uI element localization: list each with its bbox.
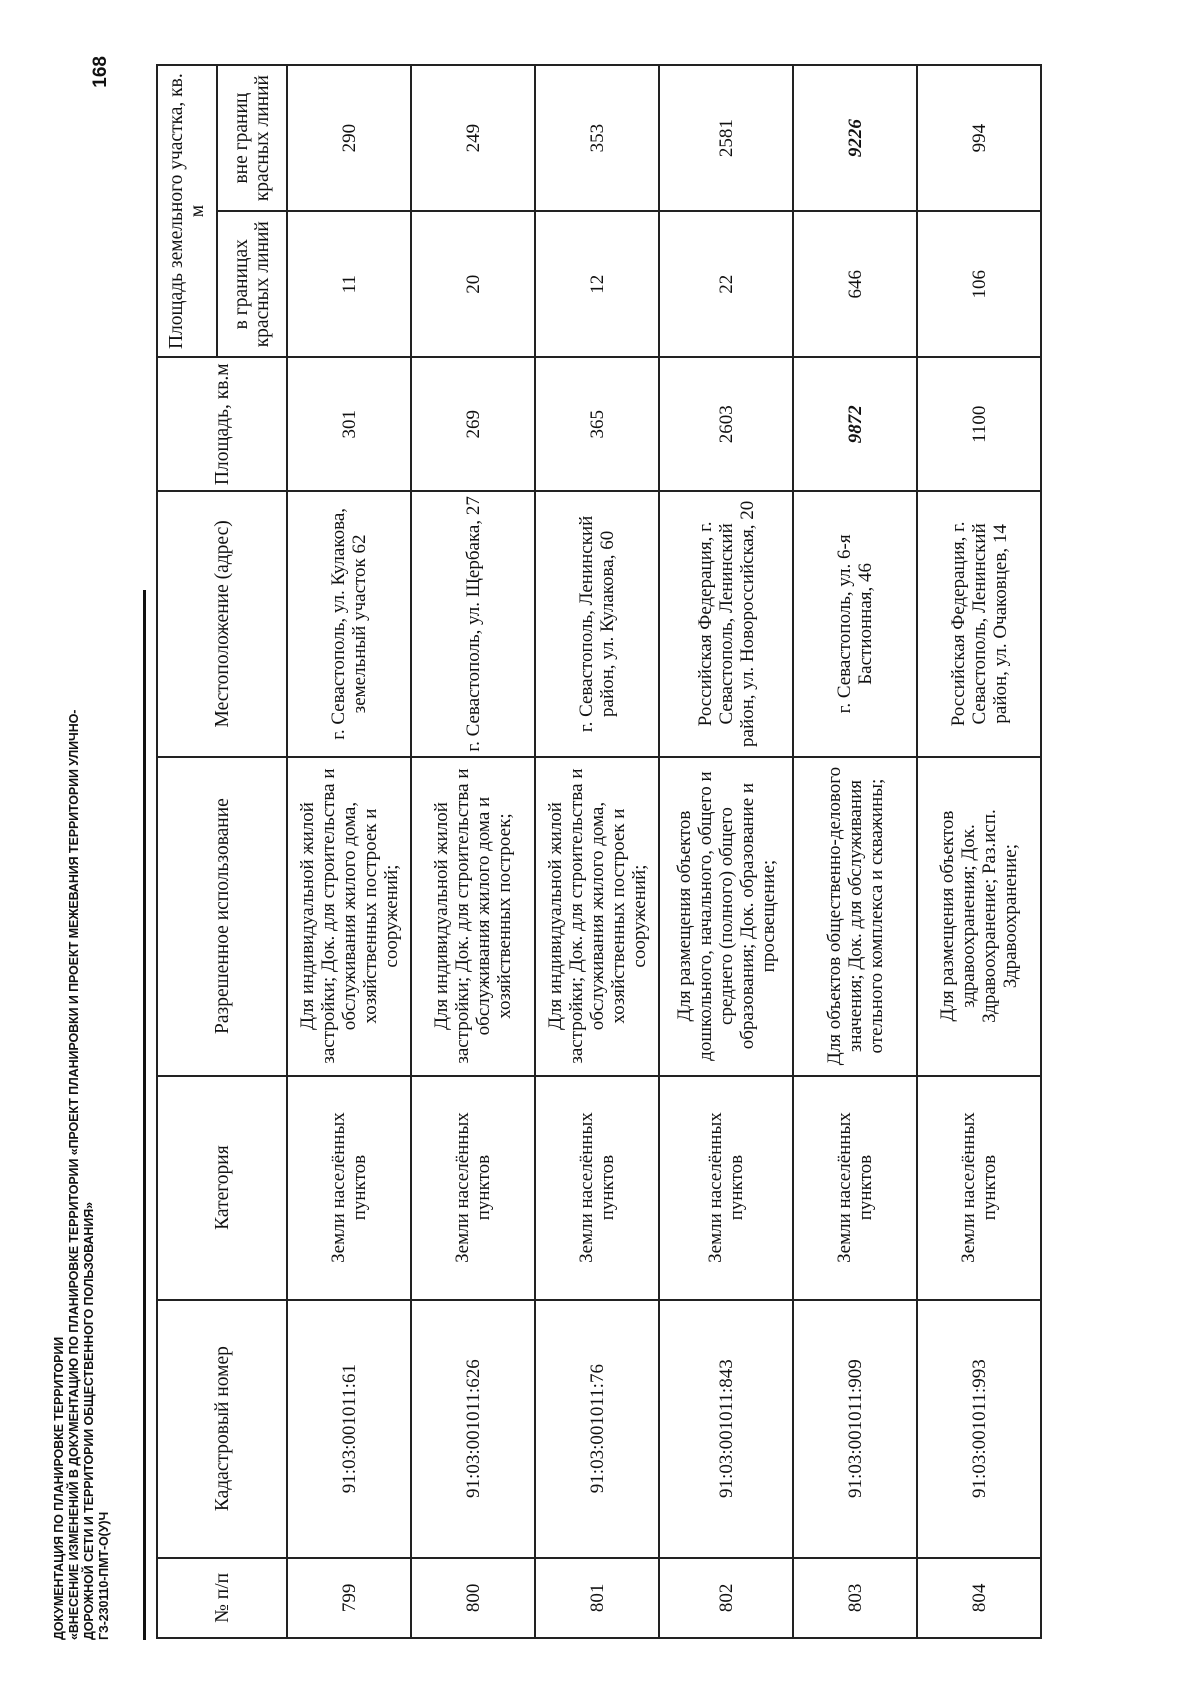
- cell-cadastral: 91:03:001011:993: [917, 1300, 1041, 1558]
- header-within-red-lines: в границах красных линий: [217, 211, 287, 357]
- cell-usage: Для индивидуальной жилой застройки; Док. для строительства и обслуживания жилого дома, хозяйственных построек и сооружений;: [287, 757, 411, 1076]
- table-row: [287, 65, 411, 1638]
- cell-area: 269: [411, 357, 535, 491]
- cell-category: Земли населённых пунктов: [411, 1076, 535, 1300]
- table-row: [793, 65, 917, 1638]
- cell-category: Земли населённых пунктов: [287, 1076, 411, 1300]
- cell-category: Земли населённых пунктов: [793, 1076, 917, 1300]
- header-area: Площадь, кв.м: [157, 357, 287, 491]
- table-row: [411, 65, 535, 1638]
- cell-location: г. Севастополь, ул. Щербака, 27: [411, 491, 535, 756]
- header-line-3: ДОРОЖНОЙ СЕТИ И ТЕРРИТОРИИ ОБЩЕСТВЕННОГО ПОЛЬЗОВАНИЯ»: [82, 1202, 96, 1640]
- header-usage: Разрешенное использование: [157, 757, 287, 1076]
- header-category: Категория: [157, 1076, 287, 1300]
- header-land-area-group: Площадь земельного участка, кв. м: [157, 65, 217, 357]
- cell-area: 1100: [917, 357, 1041, 491]
- cell-usage: Для индивидуальной жилой застройки; Док. для строительства и обслуживания жилого дома, хозяйственных построек и сооружений;: [535, 757, 659, 1076]
- cell-within: 12: [535, 211, 659, 357]
- header-divider: [143, 590, 146, 1640]
- header-cadastral: Кадастровый номер: [157, 1300, 287, 1558]
- cell-location: г. Севастополь, ул. 6-я Бастионная, 46: [793, 491, 917, 756]
- cell-within: 11: [287, 211, 411, 357]
- cell-num: 804: [917, 1558, 1041, 1638]
- cell-cadastral: 91:03:001011:909: [793, 1300, 917, 1558]
- land-plots-table: [156, 64, 1042, 1639]
- cell-num: 802: [659, 1558, 793, 1638]
- header-line-1: ДОКУМЕНТАЦИЯ ПО ПЛАНИРОВКЕ ТЕРРИТОРИИ: [52, 1336, 66, 1640]
- page-number: 168: [90, 56, 111, 88]
- cell-location: г. Севастополь, Ленинский район, ул. Кулакова, 60: [535, 491, 659, 756]
- cell-outside: 2581: [659, 65, 793, 211]
- cell-within: 22: [659, 211, 793, 357]
- header-num: № п/п: [157, 1558, 287, 1638]
- cell-area: 365: [535, 357, 659, 491]
- header-line-4: ГЗ-230110-ПМТ-О(У)Ч: [97, 1511, 111, 1640]
- cell-location: Российская Федерация, г. Севастополь, Ленинский район, ул. Новороссийская, 20: [659, 491, 793, 756]
- document-header: [52, 260, 112, 1640]
- cell-outside: 9226: [793, 65, 917, 211]
- cell-area: 9872: [793, 357, 917, 491]
- cell-cadastral: 91:03:001011:843: [659, 1300, 793, 1558]
- cell-num: 800: [411, 1558, 535, 1638]
- cell-outside: 994: [917, 65, 1041, 211]
- cell-num: 799: [287, 1558, 411, 1638]
- cell-outside: 249: [411, 65, 535, 211]
- cell-usage: Для размещения объектов дошкольного, начального, общего и среднего (полного) общего образования; Док. образование и просвещение;: [659, 757, 793, 1076]
- cell-category: Земли населённых пунктов: [535, 1076, 659, 1300]
- cell-usage: Для объектов общественно-делового значения; Док. для обслуживания отельного комплекса и скважины;: [793, 757, 917, 1076]
- cell-location: г. Севастополь, ул. Кулакова, земельный участок 62: [287, 491, 411, 756]
- cell-outside: 290: [287, 65, 411, 211]
- cell-usage: Для размещения объектов здравоохранения; Док. Здравоохранение; Раз.исп. Здравоохранение;: [917, 757, 1041, 1076]
- cell-cadastral: 91:03:001011:61: [287, 1300, 411, 1558]
- cell-outside: 353: [535, 65, 659, 211]
- table-row: [917, 65, 1041, 1638]
- cell-cadastral: 91:03:001011:626: [411, 1300, 535, 1558]
- cell-num: 803: [793, 1558, 917, 1638]
- header-location: Местоположение (адрес): [157, 491, 287, 756]
- cell-within: 106: [917, 211, 1041, 357]
- cell-category: Земли населённых пунктов: [917, 1076, 1041, 1300]
- cell-usage: Для индивидуальной жилой застройки; Док. для строительства и обслуживания жилого дома и хозяйственных построек;: [411, 757, 535, 1076]
- cell-location: Российская Федерация, г. Севастополь, Ленинский район, ул. Очаковцев, 14: [917, 491, 1041, 756]
- cell-within: 646: [793, 211, 917, 357]
- header-outside-red-lines: вне границ красных линий: [217, 65, 287, 211]
- table-row: [659, 65, 793, 1638]
- cell-num: 801: [535, 1558, 659, 1638]
- cell-category: Земли населённых пунктов: [659, 1076, 793, 1300]
- header-line-2: «ВНЕСЕНИЕ ИЗМЕНЕНИЙ В ДОКУМЕНТАЦИЮ ПО ПЛАНИРОВКЕ ТЕРРИТОРИИ «ПРОЕКТ ПЛАНИРОВКИ И ПРОЕКТ МЕЖЕВАНИЯ ТЕРРИТОРИИ УЛИЧНО-: [67, 709, 81, 1640]
- land-plots-table-wrapper: [156, 64, 1042, 1639]
- cell-area: 2603: [659, 357, 793, 491]
- table-row: [535, 65, 659, 1638]
- cell-area: 301: [287, 357, 411, 491]
- cell-cadastral: 91:03:001011:76: [535, 1300, 659, 1558]
- cell-within: 20: [411, 211, 535, 357]
